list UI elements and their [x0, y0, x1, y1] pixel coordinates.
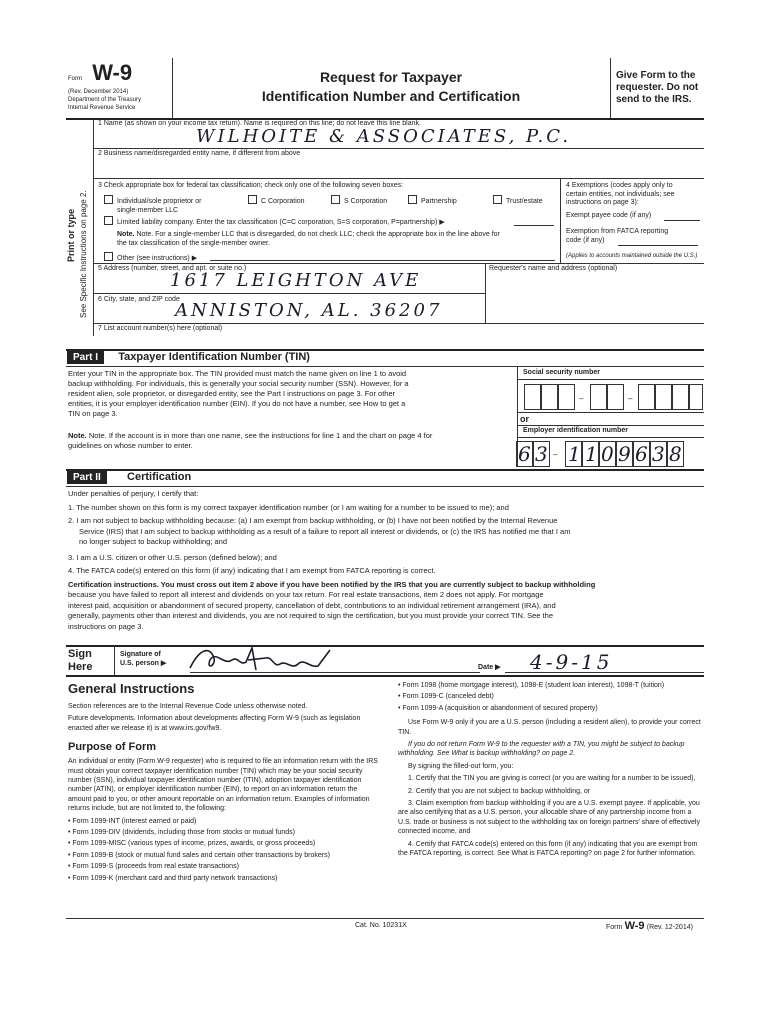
purpose-title: Purpose of Form: [68, 741, 157, 754]
certify-item-2: 2. Certify that you are not subject to backup withholding, or: [408, 787, 591, 795]
section-references: Section references are to the Internal Revenue Code unless otherwise noted.: [68, 703, 308, 710]
account-numbers-field[interactable]: [250, 325, 690, 335]
line6-label: 6 City, state, and ZIP code: [98, 296, 180, 303]
ein-digit: 1: [585, 442, 598, 466]
certify-item-3: 3. Claim exemption from backup withholding if you are a U.S. exempt payee. If applicable, you are also certifying that as a U.S. person, your allocable share of any partnership income from a U.S. trade or business is not subject to the withholding tax on foreign partners' share of effectively connected income, and: [398, 800, 700, 836]
line5-label: 5 Address (number, street, and apt. or suite no.): [98, 265, 247, 272]
s-corp-checkbox[interactable]: [331, 195, 340, 204]
exempt-payee-label: Exempt payee code (if any): [566, 212, 652, 219]
purpose-text: An individual or entity (Form W-9 requester) who is required to file an information return with the IRS must obtain your correct taxpayer identification number (TIN) which may be your social security number (SSN), individual taxpayer identification number (ITIN), adoption taxpayer identification number (ATIN), or employer identification number (EIN), to report on an information return the amount paid to you, or other amount reportable on an information return. Examples of information returns include, but are not limited to, the following:: [68, 758, 378, 813]
fatca-code-field[interactable]: [618, 245, 698, 246]
signature-scribble-icon: [180, 640, 360, 680]
ein-digit: 1: [568, 442, 581, 466]
line7-label: 7 List account number(s) here (optional): [98, 325, 223, 332]
bullet-item: • Form 1099-S (proceeds from real estate transactions): [68, 863, 239, 871]
future-developments: Future developments. Information about developments affecting Form W-9 (such as legislation enacted after we release it) is at www.irs.gov/fw9.: [68, 715, 361, 732]
llc-checkbox[interactable]: [104, 216, 113, 225]
ein-digit: 3: [535, 442, 548, 466]
signature-label: Signature of U.S. person ▶: [120, 651, 167, 667]
part2-label: Part II: [67, 471, 107, 484]
general-instructions-title: General Instructions: [68, 681, 195, 696]
part1-heading: [67, 351, 310, 363]
catalog-number: Cat. No. 10231X: [355, 922, 407, 929]
bullet-item: • Form 1099-INT (interest earned or paid): [68, 817, 197, 825]
trust-checkbox[interactable]: [493, 195, 502, 204]
llc-note: Note. Note. For a single-member LLC that is disregarded, do not check LLC; check the appropriate box in the line above for the tax classification of the single-member owner.: [117, 231, 500, 247]
bullet-item: • Form 1099-A (acquisition or abandonment of secured property): [398, 704, 598, 712]
right-column: [398, 681, 703, 862]
bullet-item: • Form 1099-MISC (various types of income, prizes, awards, or gross proceeds): [68, 840, 316, 848]
c-corp-checkbox[interactable]: [248, 195, 257, 204]
line3-label: 3 Check appropriate box for federal tax classification; check only one of the following seven boxes:: [98, 182, 404, 189]
signing-text: By signing the filled-out form, you:: [408, 762, 514, 770]
bullet-item: • Form 1099-K (merchant card and third party network transactions): [68, 874, 278, 882]
ein-label: Employer identification number: [523, 427, 629, 434]
part2-title: Certification: [127, 471, 192, 483]
line1-label: 1 Name (as shown on your income tax return). Name is required on this line; do not leave this line blank.: [98, 120, 421, 127]
footer-form-id: Form W-9 (Rev. 12-2014): [606, 920, 693, 932]
part1-instructions: Enter your TIN in the appropriate box. The TIN provided must match the name given on line 1 to avoid backup withholding. For individuals, this is generally your social security number (SSN). However, for a resident alien, sole proprietor, or disregarded entity, see the Part I instructions on page 3. For other entities, it is your employer identification number (EIN). If you do not have a number, see How to get a TIN on page 3.: [68, 369, 409, 418]
exempt-payee-field[interactable]: [664, 220, 700, 221]
certification-text: Under penalties of perjury, I certify that: 1. The number shown on this form is my correct taxpayer identification number (or I am waiting for a number to be issued to me); and 2. I am not subject to backup withholding because: (a) I am exempt from backup withholding, or (b) I have not been notified by the Internal Revenue Service (IRS) that I am subject to backup withholding as a result of a failure to report all interest or dividends, or (c) the IRS has notified me that I am no longer subject to backup withholding; and 3. I am a U.S. citizen or other U.S. person (defined below); and 4. The FATCA code(s) entered on this form (if any) indicating that I am exempt from FATCA reporting is correct. Certification instructions. You must cross out item 2 above if you have been notified by the IRS that you are currently subject to backup withholding because you have failed to report all interest and dividends on your tax return. For real estate transactions, item 2 does not apply. For mortgage interest paid, acquisition or abandonment of secured property, cancellation of debt, contributions to an individual retirement arrangement (IRA), and generally, payments other than interest and dividends, you are not required to sign the certification, but you must provide your correct TIN. See the instructions on page 3.: [68, 489, 596, 631]
form-revision: (Rev. December 2014): [68, 89, 129, 95]
partnership-checkbox[interactable]: [408, 195, 417, 204]
date-label: Date ▶: [478, 664, 501, 671]
ein-digit: 0: [601, 442, 614, 466]
trust-option[interactable]: Trust/estate: [493, 195, 543, 205]
form-word: Form: [68, 76, 82, 82]
c-corp-option[interactable]: C Corporation: [248, 195, 305, 205]
exemptions-block: 4 Exemptions (codes apply only to certain entities, not individuals; see instructions on page 3):: [566, 182, 675, 207]
part2-heading: [67, 471, 191, 483]
bullet-item: • Form 1098 (home mortgage interest), 1098-E (student loan interest), 1098-T (tuition): [398, 682, 665, 689]
left-column: [68, 681, 378, 885]
ein-digit: 6: [635, 442, 648, 466]
return-form-text: If you do not return Form W-9 to the requester with a TIN, you might be subject to backup withholding. See What is backup withholding? on page 2.: [398, 741, 685, 758]
sidebar-print-or-type: Print or type: [66, 208, 76, 262]
fatca-label: Exemption from FATCA reporting code (if any): [566, 228, 669, 244]
form-number: W-9: [92, 60, 133, 85]
form-meta: [68, 88, 141, 112]
partnership-option[interactable]: Partnership: [408, 195, 457, 205]
use-form-text: Use Form W-9 only if you are a U.S. person (including a resident alien), to provide your correct TIN.: [398, 719, 701, 736]
ein-digit: 9: [618, 442, 631, 466]
sidebar-see-instructions: See Specific Instructions on page 2.: [79, 190, 88, 318]
address-field[interactable]: 1617 LEIGHTON AVE: [170, 270, 422, 291]
bullet-item: • Form 1099-DIV (dividends, including those from stocks or mutual funds): [68, 829, 295, 837]
requester-field[interactable]: [489, 277, 701, 321]
certify-item-4: 4. Certify that FATCA code(s) entered on this form (if any) indicating that you are exempt from the FATCA reporting, is correct. See What is FATCA reporting? on page 2 for further information.: [398, 840, 698, 858]
ein-digit: 6: [518, 442, 531, 466]
llc-option[interactable]: Limited liability company. Enter the tax classification (C=C corporation, S=S corporation, P=partnership) ▶: [104, 216, 445, 226]
bullet-item: • Form 1099-C (canceled debt): [398, 693, 494, 701]
sign-here-label: Sign Here: [68, 648, 93, 673]
ein-digit: 8: [669, 442, 682, 466]
bullet-item: • Form 1099-B (stock or mutual fund sales and certain other transactions by brokers): [68, 851, 330, 859]
certify-item-1: 1. Certify that the TIN you are giving is correct (or you are waiting for a number to be issued),: [408, 775, 696, 783]
part1-note: Note. Note. If the account is in more than one name, see the instructions for line 1 and the chart on page 4 for guidelines on whose number to enter.: [68, 431, 433, 450]
name-field[interactable]: WILHOITE & ASSOCIATES, P.C.: [196, 126, 572, 147]
department: Department of the Treasury: [68, 97, 142, 103]
individual-option[interactable]: Individual/sole proprietor or single-member LLC: [104, 195, 201, 215]
city-state-zip-field[interactable]: ANNISTON, AL. 36207: [175, 300, 443, 321]
requester-label: Requester's name and address (optional): [489, 265, 618, 272]
ssn-label: Social security number: [523, 369, 601, 376]
date-field[interactable]: 4-9-15: [530, 650, 613, 674]
irs-label: Internal Revenue Service: [68, 105, 136, 111]
other-checkbox[interactable]: [104, 252, 113, 261]
or-label: or: [520, 414, 529, 424]
part1-title: Taxpayer Identification Number (TIN): [118, 351, 310, 363]
other-option[interactable]: Other (see instructions) ▶: [104, 252, 197, 262]
business-name-field[interactable]: [196, 162, 696, 174]
form-header-left: [68, 60, 132, 86]
individual-checkbox[interactable]: [104, 195, 113, 204]
s-corp-option[interactable]: S Corporation: [331, 195, 387, 205]
ein-digit: 3: [652, 442, 665, 466]
page-title: Request for Taxpayer Identification Number and Certification: [261, 69, 521, 104]
line2-label: 2 Business name/disregarded entity name, if different from above: [98, 150, 301, 157]
part1-label: Part I: [67, 351, 104, 364]
give-form-note: Give Form to the requester. Do not send to the IRS.: [616, 70, 699, 105]
fatca-applies-note: (Applies to accounts maintained outside the U.S.): [566, 253, 698, 259]
